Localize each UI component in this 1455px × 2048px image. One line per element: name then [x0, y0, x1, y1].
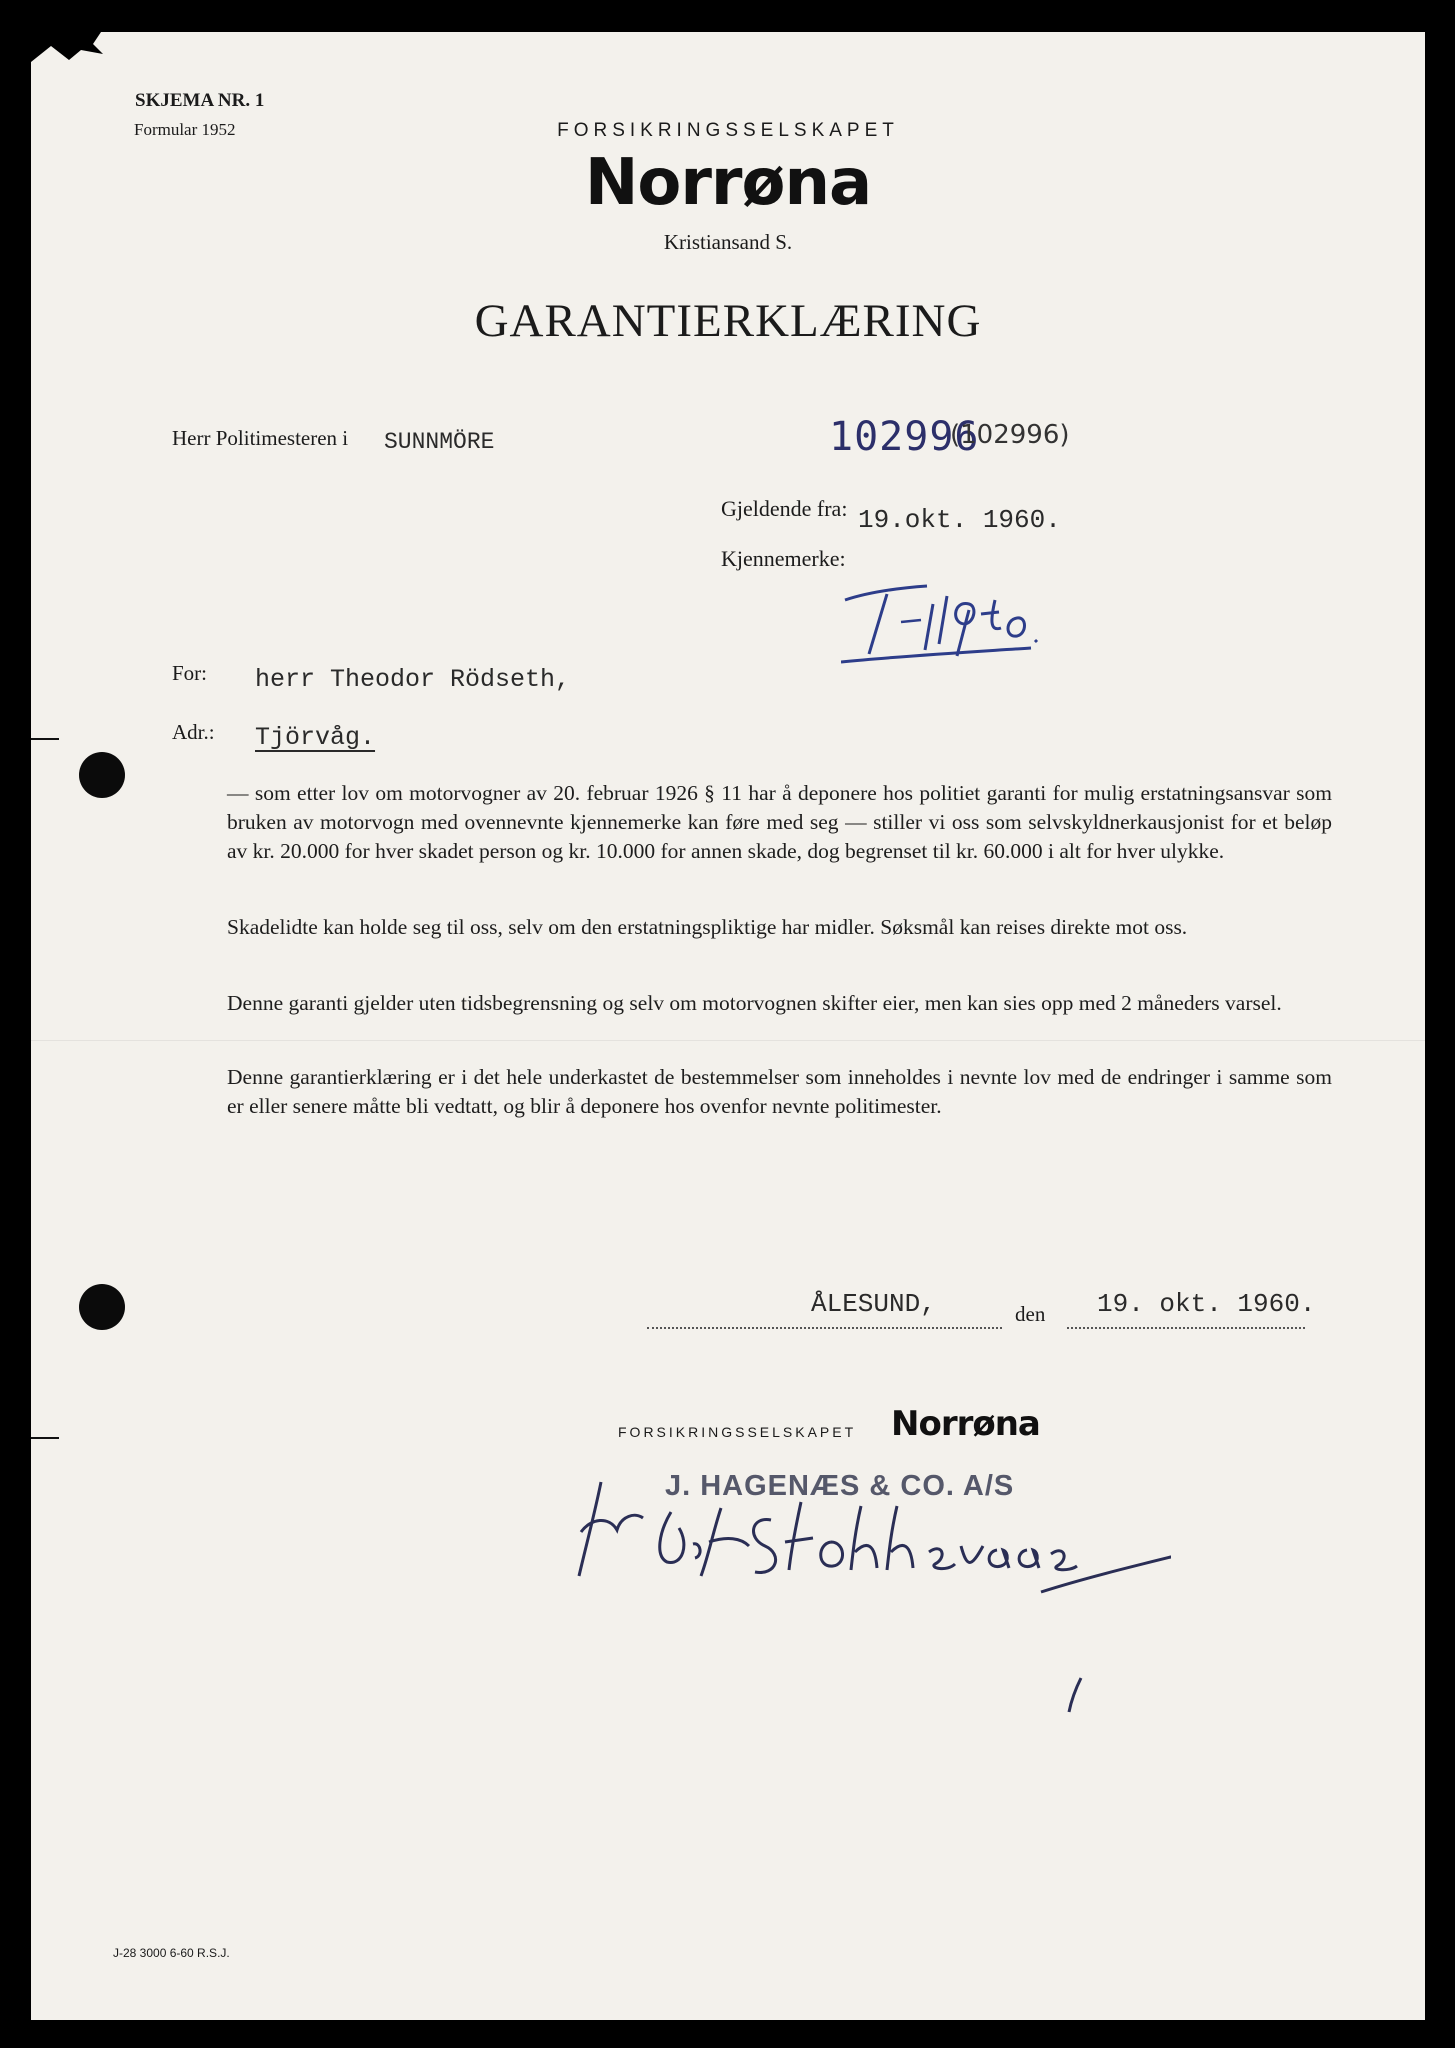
- signature-company-label: FORSIKRINGSSELSKAPET: [618, 1424, 857, 1440]
- registration-handwritten: [841, 554, 1041, 674]
- body-paragraph-3: Denne garanti gjelder uten tidsbegrensning og selv om motorvognen skifter eier, men kan sies opp med 2 måneders varsel.: [227, 991, 1282, 1015]
- punch-hole: [79, 752, 125, 798]
- form-year: Formular 1952: [134, 120, 236, 139]
- address-value: Tjörvåg.: [255, 723, 376, 752]
- punch-hole: [79, 1284, 125, 1330]
- date-den-label: den: [1015, 1302, 1046, 1326]
- document-title: GARANTIERKLÆRING: [474, 295, 982, 347]
- torn-corner: [31, 32, 131, 82]
- company-city: Kristiansand S.: [663, 230, 793, 254]
- date-value: 19. okt. 1960.: [1097, 1289, 1316, 1319]
- for-label: For:: [172, 661, 208, 685]
- margin-mark: [31, 738, 59, 740]
- print-code: J-28 3000 6-60 R.S.J.: [113, 1946, 230, 1960]
- place: ÅLESUND,: [811, 1289, 936, 1319]
- margin-mark: [31, 1437, 59, 1439]
- registration-label: Kjennemerke:: [721, 546, 846, 571]
- addressee-value: SUNNMÖRE: [384, 429, 495, 455]
- valid-from-value: 19.okt. 1960.: [858, 505, 1061, 535]
- valid-from-label: Gjeldende fra:: [721, 496, 848, 521]
- company-stamp: J. HAGENÆS & CO. A/S: [665, 1470, 1015, 1502]
- fold-line: [31, 1040, 1425, 1041]
- signature-company-logo: Norrøna: [891, 1404, 1040, 1444]
- body-paragraph-4: Denne garantierklæring er i det hele underkastet de bestemmelser som inneholdes i nevnte lov med de endringer i samme som er eller senere måtte bli vedtatt, og blir å deponere hos ovenfor nevnte politimester.: [227, 1065, 1332, 1118]
- place-line: [647, 1327, 1002, 1329]
- addressee-label: Herr Politimesteren i: [172, 426, 349, 450]
- address-label: Adr.:: [172, 720, 215, 744]
- date-line: [1067, 1327, 1305, 1329]
- schema-number: SKJEMA NR. 1: [135, 90, 265, 111]
- document-page: [31, 32, 1425, 2020]
- company-logo: Norrøna: [584, 146, 872, 220]
- for-value: herr Theodor Rödseth,: [255, 665, 571, 694]
- policy-number-handwritten: (102996): [950, 420, 1070, 450]
- policy-number: 102996: [829, 414, 980, 460]
- body-paragraph-2: Skadelidte kan holde seg til oss, selv om den erstatningspliktige har midler. Søksmål kan reises direkte mot oss.: [227, 915, 1188, 939]
- handwritten-signature: [551, 1472, 1171, 1732]
- body-paragraph-1: — som etter lov om motorvogner av 20. februar 1926 § 11 har å deponere hos politiet garanti for mulig erstatningsansvar som bruken av motorvogn med ovennevnte kjennemerke kan føre med seg — stiller vi oss som selvskyldnerkausjonist for et beløp av kr. 20.000 for hver skadet person og kr. 10.000 for annen skade, dog begrenset til kr. 60.000 i alt for hver ulykke.: [227, 781, 1332, 863]
- company-label: FORSIKRINGSSELSKAPET: [557, 120, 899, 141]
